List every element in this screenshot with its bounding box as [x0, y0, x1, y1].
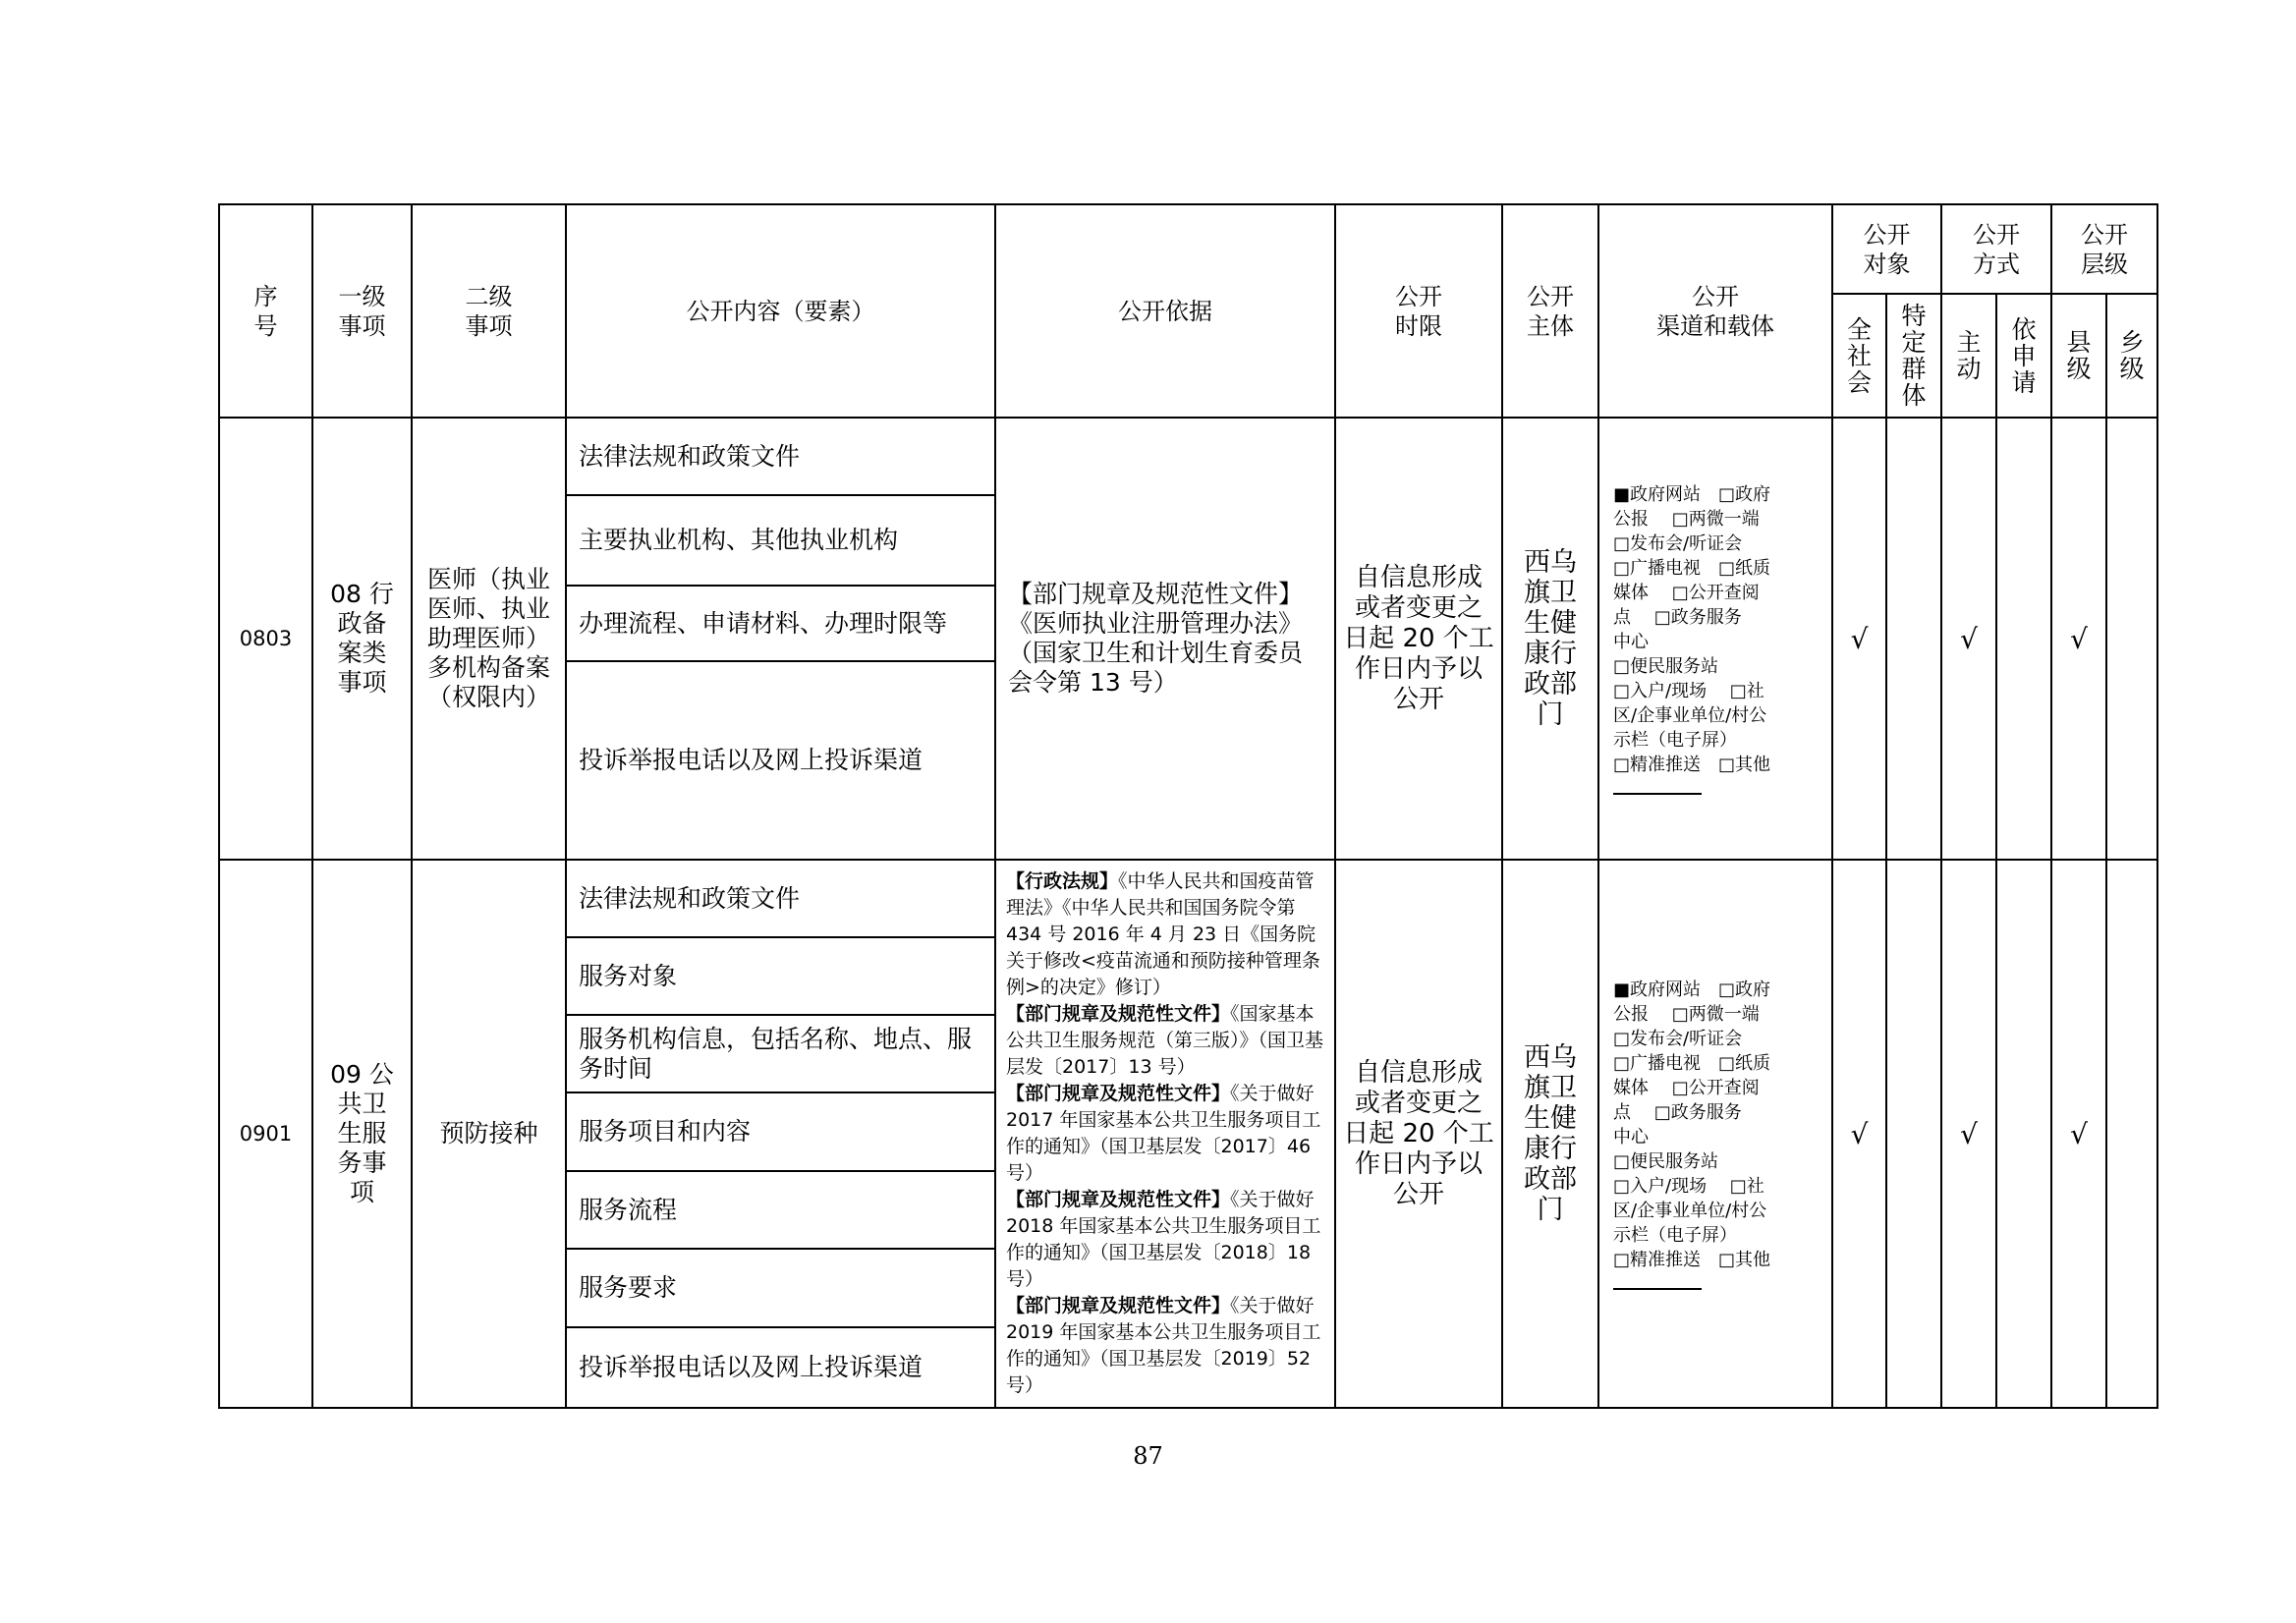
- content-item: 法律法规和政策文件: [566, 860, 995, 937]
- header-time-limit: [1335, 204, 1502, 418]
- l2-line: 多机构备案: [426, 653, 550, 682]
- basis-entry: [1006, 1187, 1324, 1293]
- header-target-line: 公开: [1863, 220, 1911, 249]
- header-channel-line: 公开: [1692, 282, 1739, 310]
- chan-line: ■政府网站 □政府: [1613, 979, 1771, 1000]
- content-item: 主要执业机构、其他执业机构: [566, 495, 995, 586]
- header-method-line: 公开: [1973, 220, 2020, 249]
- header-content: 公开内容（要素）: [566, 204, 995, 418]
- tick-method-active: √: [1941, 860, 1996, 1408]
- subj-line: 生健: [1524, 608, 1577, 639]
- subj-line: 门: [1537, 700, 1564, 730]
- chan-line: 公报 □两微一端: [1613, 1004, 1760, 1025]
- basis-tag: 【部门规章及规范性文件】: [1006, 1003, 1231, 1025]
- header-channel-line: 渠道和载体: [1656, 311, 1774, 340]
- subj-line: 旗卫: [1524, 578, 1577, 608]
- l1-line: 09 公: [330, 1060, 394, 1089]
- chan-line: 公报 □两微一端: [1613, 509, 1760, 530]
- tl-line: 或者变更之: [1354, 1088, 1483, 1118]
- tick-level-township: [2106, 860, 2157, 1408]
- content-item: 服务流程: [566, 1171, 995, 1249]
- tick-target-specific: [1886, 860, 1941, 1408]
- row-seq: 0803: [219, 418, 312, 860]
- l2-line: 医师（执业: [426, 565, 550, 593]
- tl-line: 或者变更之: [1354, 592, 1483, 623]
- chan-line: 点 □政务服务: [1613, 1102, 1742, 1123]
- tl-line: 自信息形成: [1354, 1057, 1483, 1088]
- basis-text: 《关于做好 2017 年国家基本公共卫生服务项目工作的通知》（国卫基层发〔2017〕46 号）: [1006, 1083, 1321, 1184]
- header-level1: [312, 204, 412, 418]
- chan-line: □便民服务站: [1613, 656, 1719, 677]
- chan-line: □入户/现场 □社: [1613, 681, 1764, 701]
- header-basis: 公开依据: [995, 204, 1335, 418]
- header-subject-line: 公开: [1527, 282, 1574, 310]
- l1-line: 案类: [337, 639, 387, 667]
- tick-level-county: √: [2051, 418, 2106, 860]
- l1-line: 事项: [337, 668, 387, 697]
- chan-line: 媒体 □公开查阅: [1613, 583, 1760, 603]
- basis-tag: 【行政法规】: [1006, 870, 1119, 892]
- chan-line: ■政府网站 □政府: [1613, 484, 1771, 505]
- l1-line: 08 行: [330, 580, 394, 608]
- basis-tag: 【部门规章及规范性文件】: [1006, 1083, 1231, 1104]
- vchar: 乡: [2119, 328, 2145, 357]
- vchar: 申: [2011, 341, 2037, 370]
- tick-method-apply: [1996, 418, 2051, 860]
- vchar: 请: [2011, 367, 2037, 397]
- row-level1: [312, 418, 412, 860]
- basis-text: 《国家基本公共卫生服务规范（第三版）》（国卫基层发〔2017〕13 号）: [1006, 1003, 1324, 1078]
- header-level-group: [2051, 204, 2157, 294]
- table-row: [219, 860, 2157, 937]
- subj-line: 西乌: [1524, 547, 1577, 578]
- subj-line: 政部: [1524, 1164, 1577, 1195]
- tick-target-all: √: [1832, 860, 1886, 1408]
- chan-line: 中心: [1613, 632, 1649, 652]
- header-method-active: [1941, 294, 1996, 418]
- tick-method-apply: [1996, 860, 2051, 1408]
- row-subject: [1502, 860, 1598, 1408]
- row-subject: [1502, 418, 1598, 860]
- header-target-all: [1832, 294, 1886, 418]
- header-level-line: 层级: [2081, 250, 2128, 278]
- tick-level-county: √: [2051, 860, 2106, 1408]
- tick-level-township: [2106, 418, 2157, 860]
- vchar: 群: [1901, 355, 1927, 383]
- vchar: 全: [1846, 314, 1872, 344]
- tick-target-specific: [1886, 418, 1941, 860]
- chan-line: □广播电视 □纸质: [1613, 558, 1771, 579]
- chan-line: □发布会/听证会: [1613, 1029, 1743, 1049]
- row-time-limit: [1335, 418, 1502, 860]
- chan-line: □入户/现场 □社: [1613, 1176, 1764, 1197]
- header-target-specific: [1886, 294, 1941, 418]
- content-item: 服务要求: [566, 1249, 995, 1327]
- header-method-group: [1941, 204, 2051, 294]
- chan-line: 点 □政务服务: [1613, 607, 1742, 628]
- header-level-line: 公开: [2081, 220, 2128, 249]
- chan-line: 示栏（电子屏）: [1613, 1225, 1737, 1246]
- basis-text: 《关于做好 2019 年国家基本公共卫生服务项目工作的通知》（国卫基层发〔2019〕52 号）: [1006, 1295, 1321, 1396]
- header-target-line: 对象: [1863, 250, 1911, 278]
- basis-line: （国家卫生和计划生育委员: [1008, 639, 1304, 667]
- tick-target-all: √: [1832, 418, 1886, 860]
- row-seq: 0901: [219, 860, 312, 1408]
- subj-line: 西乌: [1524, 1042, 1577, 1073]
- subj-line: 政部: [1524, 669, 1577, 700]
- tl-line: 公开: [1392, 1179, 1444, 1209]
- tick-method-active: √: [1941, 418, 1996, 860]
- subj-line: 生健: [1524, 1103, 1577, 1134]
- l2-line: 助理医师）: [426, 624, 550, 652]
- header-target-group: [1832, 204, 1941, 294]
- basis-entry: [1006, 1081, 1324, 1187]
- chan-line: □精准推送 □其他: [1613, 1250, 1771, 1270]
- l1-line: 务事: [337, 1148, 387, 1177]
- vchar: 级: [2066, 355, 2092, 383]
- header-row-1: [219, 204, 2157, 294]
- chan-line: □便民服务站: [1613, 1151, 1719, 1172]
- vchar: 主: [1956, 328, 1982, 357]
- table-row: [219, 418, 2157, 495]
- vchar: 定: [1901, 328, 1927, 357]
- header-level-township: [2106, 294, 2157, 418]
- header-level2: [412, 204, 566, 418]
- vchar: 会: [1846, 367, 1872, 397]
- basis-line: 会令第 13 号）: [1008, 668, 1178, 697]
- row-basis: [995, 860, 1335, 1408]
- chan-line: 区/企事业单位/村公: [1613, 1201, 1767, 1221]
- content-item: 投诉举报电话以及网上投诉渠道: [566, 1327, 995, 1408]
- disclosure-table: [218, 203, 2158, 1409]
- subj-line: 康行: [1524, 639, 1577, 669]
- header-level1-line: 事项: [338, 311, 386, 340]
- blank-underline: [1613, 1288, 1702, 1290]
- header-level2-line: 事项: [465, 311, 513, 340]
- header-method-apply: [1996, 294, 2051, 418]
- page-number: 87: [1133, 1442, 1163, 1470]
- row-channel: [1598, 418, 1832, 860]
- subj-line: 康行: [1524, 1134, 1577, 1164]
- l1-line: 政备: [337, 609, 387, 638]
- row-time-limit: [1335, 860, 1502, 1408]
- basis-entry: [1006, 868, 1324, 1001]
- chan-line: □广播电视 □纸质: [1613, 1053, 1771, 1074]
- l1-line: 生服: [337, 1119, 387, 1147]
- vchar: 动: [1956, 355, 1982, 383]
- header-subject-line: 主体: [1527, 311, 1574, 340]
- header-seq-line: 序: [253, 282, 278, 310]
- l1-line: 项: [349, 1178, 374, 1206]
- subj-line: 旗卫: [1524, 1073, 1577, 1103]
- header-seq-line: 号: [253, 311, 278, 340]
- vchar: 县: [2066, 328, 2092, 357]
- basis-entry: [1006, 1293, 1324, 1399]
- row-level2: 预防接种: [412, 860, 566, 1408]
- header-level-county: [2051, 294, 2106, 418]
- vchar: 级: [2119, 355, 2145, 383]
- vchar: 依: [2011, 314, 2037, 344]
- chan-line: 中心: [1613, 1127, 1649, 1147]
- header-level1-line: 一级: [338, 282, 386, 310]
- content-item: 服务机构信息，包括名称、地点、服务时间: [566, 1015, 995, 1092]
- basis-text: 《关于做好 2018 年国家基本公共卫生服务项目工作的通知》（国卫基层发〔2018〕18 号）: [1006, 1189, 1321, 1290]
- basis-tag: 【部门规章及规范性文件】: [1006, 1189, 1231, 1210]
- header-subject: [1502, 204, 1598, 418]
- row-level1: [312, 860, 412, 1408]
- content-item: 法律法规和政策文件: [566, 418, 995, 495]
- header-seq: [219, 204, 312, 418]
- basis-line: 【部门规章及规范性文件】: [1008, 580, 1304, 608]
- header-time-line: 时限: [1395, 311, 1442, 340]
- vchar: 社: [1846, 341, 1872, 370]
- tl-line: 作日内予以: [1354, 653, 1483, 684]
- header-method-line: 方式: [1973, 250, 2020, 278]
- tl-line: 作日内予以: [1354, 1148, 1483, 1179]
- l1-line: 共卫: [337, 1090, 387, 1118]
- tl-line: 日起 20 个工: [1343, 1118, 1494, 1148]
- basis-entry: [1006, 1001, 1324, 1081]
- content-item: 服务项目和内容: [566, 1092, 995, 1171]
- content-item: 服务对象: [566, 937, 995, 1015]
- content-item: 办理流程、申请材料、办理时限等: [566, 586, 995, 661]
- l2-line: （权限内）: [426, 683, 550, 711]
- chan-line: □发布会/听证会: [1613, 533, 1743, 554]
- header-time-line: 公开: [1395, 282, 1442, 310]
- basis-line: 《医师执业注册管理办法》: [1008, 609, 1304, 638]
- content-item: 投诉举报电话以及网上投诉渠道: [566, 661, 995, 860]
- tl-line: 日起 20 个工: [1343, 623, 1494, 653]
- chan-line: 媒体 □公开查阅: [1613, 1078, 1760, 1098]
- subj-line: 门: [1537, 1195, 1564, 1225]
- row-basis: [995, 418, 1335, 860]
- vchar: 特: [1901, 302, 1927, 330]
- basis-text: 《中华人民共和国疫苗管理法》《中华人民共和国国务院令第 434 号 2016 年 4 月 23 日《国务院关于修改<疫苗流通和预防接种管理条例>的决定》修订）: [1006, 870, 1320, 998]
- chan-line: 区/企事业单位/村公: [1613, 705, 1767, 726]
- chan-line: □精准推送 □其他: [1613, 755, 1771, 775]
- header-level2-line: 二级: [465, 282, 513, 310]
- chan-line: 示栏（电子屏）: [1613, 730, 1737, 751]
- tl-line: 公开: [1392, 684, 1444, 714]
- row-level2: [412, 418, 566, 860]
- tl-line: 自信息形成: [1354, 562, 1483, 592]
- header-channel: [1598, 204, 1832, 418]
- l2-line: 医师、执业: [426, 594, 550, 623]
- vchar: 体: [1901, 381, 1927, 410]
- blank-underline: [1613, 793, 1702, 795]
- row-channel: [1598, 860, 1832, 1408]
- basis-tag: 【部门规章及规范性文件】: [1006, 1295, 1231, 1316]
